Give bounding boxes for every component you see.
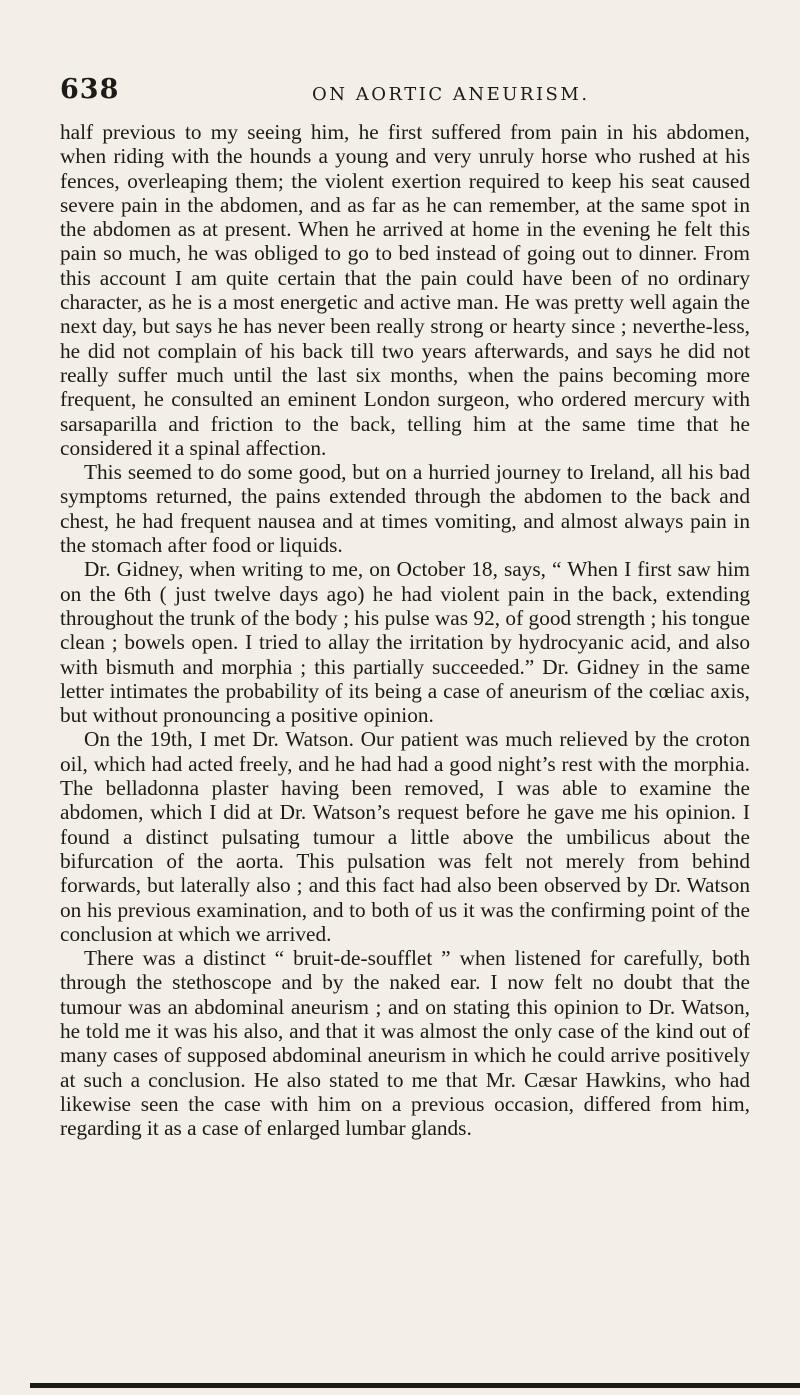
page-header: [60, 74, 750, 114]
paragraph: This seemed to do some good, but on a hurried journey to Ireland, all his bad symptoms returned, the pains extended through the abdomen to the back and chest, he had frequent nausea and at times vomiting, and almost always pain in the stomach after food or liquids.: [60, 460, 750, 558]
page-number: 638: [60, 74, 120, 105]
bottom-edge-rule: [30, 1383, 800, 1388]
paragraph: half previous to my seeing him, he first suffered from pain in his abdomen, when riding with the hounds a young and very unruly horse who rushed at his fences, overleaping them; the violent exertion required to keep his seat caused severe pain in the abdomen, and as far as he can remember, at the same spot in the abdomen as at present. When he arrived at home in the evening he felt this pain so much, he was obliged to go to bed instead of going out to dinner. From this account I am quite certain that the pain could have been of no ordinary character, as he is a most energetic and active man. He was pretty well again the next day, but says he has never been really strong or hearty since ; neverthe-less, he did not complain of his back till two years afterwards, and says he did not really suffer much until the last six months, when the pains becoming more frequent, he consulted an eminent London surgeon, who ordered mercury with sarsaparilla and friction to the back, telling him at the same time that he considered it a spinal affection.: [60, 120, 750, 460]
paragraph: There was a distinct “ bruit-de-soufflet ” when listened for carefully, both through the stethoscope and by the naked ear. I now felt no doubt that the tumour was an abdominal aneurism ; and on stating this opinion to Dr. Watson, he told me it was his also, and that it was almost the only case of the kind out of many cases of supposed abdominal aneurism in which he could arrive positively at such a conclusion. He also stated to me that Mr. Cæsar Hawkins, who had likewise seen the case with him on a previous occasion, differed from him, regarding it as a case of enlarged lumbar glands.: [60, 946, 750, 1141]
paragraph: Dr. Gidney, when writing to me, on October 18, says, “ When I first saw him on the 6th ( just twelve days ago) he had violent pain in the back, extending throughout the trunk of the body ; his pulse was 92, of good strength ; his tongue clean ; bowels open. I tried to allay the irritation by hydrocyanic acid, and also with bismuth and morphia ; this partially succeeded.” Dr. Gidney in the same letter intimates the probability of its being a case of aneurism of the cœliac axis, but without pronouncing a positive opinion.: [60, 557, 750, 728]
running-head: ON AORTIC ANEURISM.: [312, 84, 590, 105]
paragraph: On the 19th, I met Dr. Watson. Our patient was much relieved by the croton oil, which had acted freely, and he had had a good night’s rest with the morphia. The belladonna plaster having been removed, I was able to examine the abdomen, which I did at Dr. Watson’s request before he gave me his opinion. I found a distinct pulsating tumour a little above the umbilicus about the bifurcation of the aorta. This pulsation was felt not merely from behind forwards, but laterally also ; and this fact had also been observed by Dr. Watson on his previous examination, and to both of us it was the confirming point of the conclusion at which we arrived.: [60, 727, 750, 946]
body-text: [60, 120, 750, 1140]
